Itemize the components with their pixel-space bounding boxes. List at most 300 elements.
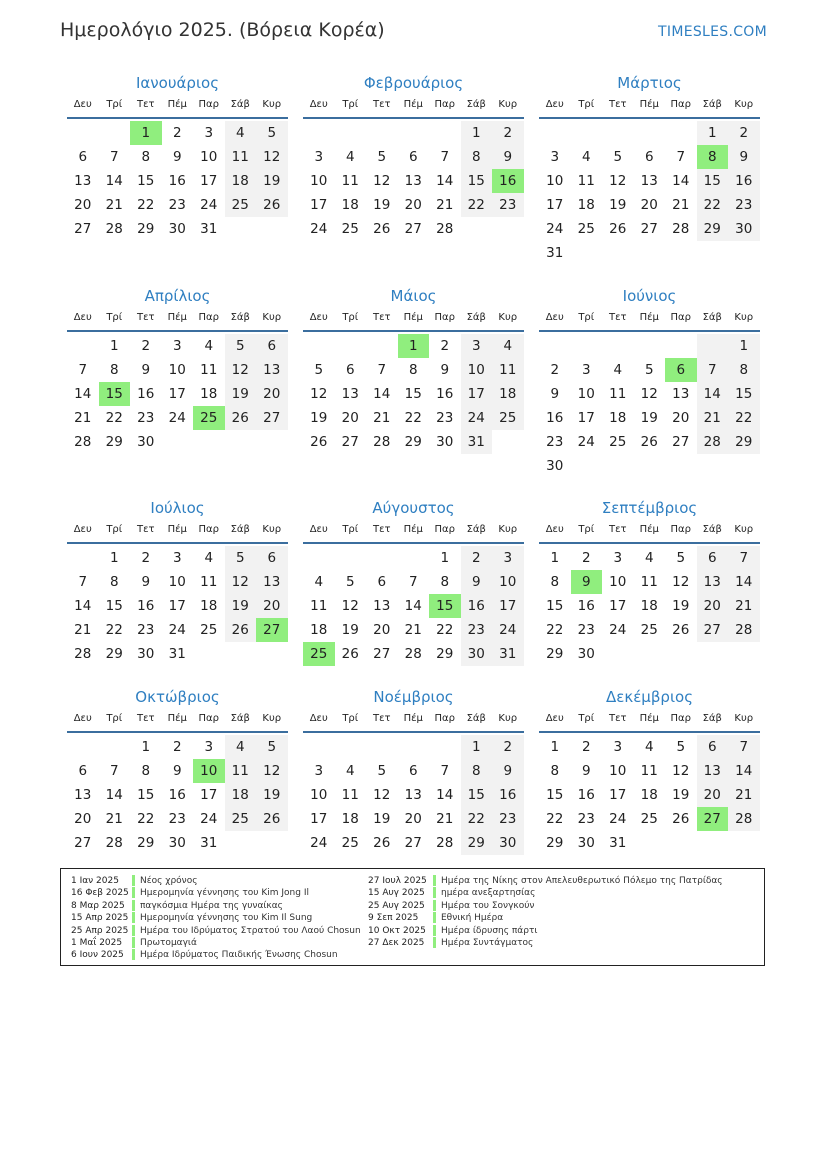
- day-cell: 13: [373, 598, 391, 614]
- empty-cell: [303, 121, 335, 145]
- day-cell: 26: [672, 811, 690, 827]
- day-cell: 3: [204, 739, 214, 755]
- day-cell: 23: [461, 618, 493, 642]
- weekday-label: Δευ: [73, 713, 92, 724]
- weekday-label: Τετ: [372, 99, 391, 110]
- empty-cell: [67, 121, 99, 145]
- day-cell: 4: [581, 149, 591, 165]
- day-cell: 24: [546, 221, 564, 237]
- day-cell: 1: [550, 550, 560, 566]
- day-cell: 2: [550, 362, 560, 378]
- day-cell: 29: [697, 217, 729, 241]
- day-cell: 23: [577, 811, 595, 827]
- day-cell: 12: [672, 574, 690, 590]
- day-cell: 25: [609, 434, 627, 450]
- legend-entry: [71, 887, 361, 899]
- day-cell: 18: [200, 598, 218, 614]
- day-cell: 11: [640, 763, 658, 779]
- day-cell: 27: [256, 618, 288, 642]
- day-cell: 6: [78, 149, 88, 165]
- day-cell: 30: [577, 835, 595, 851]
- legend-date: 25 Απρ 2025: [71, 925, 129, 936]
- day-cell: 9: [440, 362, 450, 378]
- weekday-header: [539, 711, 760, 733]
- day-cell: 20: [256, 594, 288, 618]
- weekday-label: Τετ: [608, 524, 627, 535]
- day-cell: 29: [137, 221, 155, 237]
- empty-cell: [99, 121, 131, 145]
- weekday-label: Παρ: [434, 713, 455, 724]
- day-cell: 5: [676, 550, 686, 566]
- day-cell: 16: [577, 598, 595, 614]
- empty-cell: [728, 454, 760, 478]
- legend-holiday-name: Ημέρα ίδρυσης πάρτι: [441, 925, 538, 936]
- empty-cell: [366, 334, 398, 358]
- day-cell: 27: [373, 646, 391, 662]
- day-cell: 30: [728, 217, 760, 241]
- day-cell: 18: [640, 787, 658, 803]
- empty-cell: [193, 430, 225, 454]
- day-cell: 14: [728, 759, 760, 783]
- weekday-label: Σάβ: [466, 713, 486, 724]
- day-grid: [67, 546, 288, 666]
- weekday-label: Κυρ: [498, 524, 518, 535]
- day-cell: 26: [373, 221, 391, 237]
- day-cell: 31: [546, 245, 564, 261]
- day-grid: [303, 334, 524, 454]
- day-cell: 28: [105, 835, 123, 851]
- day-cell: 22: [436, 622, 454, 638]
- day-cell: 19: [373, 197, 391, 213]
- day-cell: 11: [609, 386, 627, 402]
- day-cell: 5: [377, 763, 387, 779]
- month-block: [539, 686, 760, 855]
- weekday-label: Τετ: [608, 713, 627, 724]
- day-cell: 6: [665, 358, 697, 382]
- weekday-header: [67, 711, 288, 733]
- page-title: Ημερολόγιο 2025. (Βόρεια Κορέα): [60, 19, 385, 41]
- day-cell: 15: [461, 783, 493, 807]
- day-cell: 8: [461, 759, 493, 783]
- day-cell: 19: [341, 622, 359, 638]
- day-cell: 19: [256, 169, 288, 193]
- day-cell: 1: [130, 121, 162, 145]
- day-cell: 6: [345, 362, 355, 378]
- site-link[interactable]: TIMESLES.COM: [658, 24, 767, 40]
- legend-holiday-name: Εθνική Ημέρα: [441, 913, 504, 924]
- day-cell: 5: [225, 546, 257, 570]
- weekday-label: Παρ: [670, 713, 691, 724]
- day-cell: 29: [436, 646, 454, 662]
- day-cell: 1: [697, 121, 729, 145]
- weekday-header: [67, 310, 288, 332]
- empty-cell: [634, 334, 666, 358]
- legend-entry: [368, 912, 723, 924]
- day-cell: 28: [74, 434, 92, 450]
- weekday-label: Δευ: [545, 524, 564, 535]
- empty-cell: [697, 334, 729, 358]
- day-cell: 30: [137, 434, 155, 450]
- day-cell: 18: [310, 622, 328, 638]
- day-cell: 13: [341, 386, 359, 402]
- weekday-header: [303, 522, 524, 544]
- month-name: Ιούνιος: [622, 287, 677, 305]
- day-cell: 24: [310, 221, 328, 237]
- weekday-label: Πέμ: [167, 713, 187, 724]
- weekday-label: Παρ: [670, 524, 691, 535]
- weekday-label: Τετ: [608, 312, 627, 323]
- day-cell: 17: [200, 173, 218, 189]
- day-cell: 9: [461, 570, 493, 594]
- legend-marker: [132, 925, 135, 936]
- day-cell: 25: [225, 193, 257, 217]
- day-cell: 1: [109, 550, 119, 566]
- legend-marker: [433, 937, 436, 948]
- day-cell: 22: [461, 807, 493, 831]
- day-cell: 22: [105, 622, 123, 638]
- day-cell: 9: [141, 574, 151, 590]
- day-cell: 6: [408, 763, 418, 779]
- empty-cell: [335, 546, 367, 570]
- day-cell: 15: [728, 382, 760, 406]
- day-cell: 26: [672, 622, 690, 638]
- day-cell: 20: [74, 811, 92, 827]
- weekday-label: Τετ: [372, 312, 391, 323]
- day-cell: 9: [172, 763, 182, 779]
- day-cell: 23: [168, 811, 186, 827]
- empty-cell: [256, 642, 288, 666]
- empty-cell: [366, 121, 398, 145]
- weekday-label: Δευ: [309, 524, 328, 535]
- day-cell: 25: [193, 406, 225, 430]
- weekday-label: Πέμ: [403, 524, 423, 535]
- day-cell: 19: [225, 382, 257, 406]
- day-cell: 28: [436, 835, 454, 851]
- day-cell: 30: [168, 835, 186, 851]
- day-cell: 17: [492, 594, 524, 618]
- day-cell: 23: [436, 410, 454, 426]
- day-grid: [67, 121, 288, 241]
- day-cell: 8: [408, 362, 418, 378]
- day-cell: 7: [78, 574, 88, 590]
- weekday-label: Δευ: [73, 312, 92, 323]
- month-block: [539, 285, 760, 478]
- day-cell: 13: [404, 787, 422, 803]
- day-cell: 10: [310, 173, 328, 189]
- day-cell: 14: [373, 386, 391, 402]
- weekday-label: Δευ: [309, 99, 328, 110]
- day-cell: 31: [609, 835, 627, 851]
- day-cell: 10: [310, 787, 328, 803]
- empty-cell: [697, 831, 729, 855]
- day-cell: 23: [492, 807, 524, 831]
- day-cell: 1: [461, 121, 493, 145]
- day-cell: 22: [546, 622, 564, 638]
- day-cell: 5: [256, 121, 288, 145]
- weekday-label: Τρί: [342, 524, 359, 535]
- day-cell: 14: [728, 570, 760, 594]
- weekday-label: Δευ: [545, 99, 564, 110]
- weekday-label: Κυρ: [498, 713, 518, 724]
- legend-date: 10 Οκτ 2025: [368, 925, 426, 936]
- day-cell: 19: [672, 787, 690, 803]
- weekday-label: Πέμ: [403, 713, 423, 724]
- day-cell: 21: [697, 406, 729, 430]
- day-cell: 8: [550, 763, 560, 779]
- legend-entry: [368, 875, 723, 887]
- weekday-label: Παρ: [198, 713, 219, 724]
- legend-entry: [368, 937, 723, 949]
- day-cell: 29: [105, 434, 123, 450]
- day-cell: 1: [440, 550, 450, 566]
- day-cell: 21: [436, 811, 454, 827]
- empty-cell: [303, 334, 335, 358]
- day-cell: 3: [581, 362, 591, 378]
- day-cell: 26: [640, 434, 658, 450]
- day-cell: 29: [546, 646, 564, 662]
- weekday-label: Πέμ: [639, 713, 659, 724]
- day-cell: 4: [613, 362, 623, 378]
- weekday-label: Δευ: [73, 524, 92, 535]
- weekday-header: [539, 310, 760, 332]
- legend-entry: [368, 887, 723, 899]
- day-cell: 28: [105, 221, 123, 237]
- day-cell: 30: [577, 646, 595, 662]
- day-grid: [67, 334, 288, 454]
- weekday-label: Τετ: [136, 713, 155, 724]
- legend-marker: [433, 912, 436, 923]
- empty-cell: [539, 121, 571, 145]
- day-cell: 4: [644, 550, 654, 566]
- day-cell: 22: [728, 406, 760, 430]
- empty-cell: [256, 430, 288, 454]
- weekday-label: Κυρ: [262, 99, 282, 110]
- day-cell: 28: [728, 618, 760, 642]
- day-cell: 4: [204, 550, 214, 566]
- day-cell: 17: [310, 197, 328, 213]
- day-cell: 29: [546, 835, 564, 851]
- day-cell: 14: [105, 173, 123, 189]
- day-cell: 3: [314, 149, 324, 165]
- legend-date: 27 Δεκ 2025: [368, 937, 425, 948]
- day-grid: [303, 546, 524, 666]
- day-cell: 23: [577, 622, 595, 638]
- empty-cell: [634, 241, 666, 265]
- weekday-label: Τετ: [136, 312, 155, 323]
- day-cell: 12: [640, 386, 658, 402]
- day-cell: 3: [492, 546, 524, 570]
- empty-cell: [602, 642, 634, 666]
- day-cell: 7: [78, 362, 88, 378]
- day-cell: 15: [546, 598, 564, 614]
- day-cell: 21: [672, 197, 690, 213]
- day-cell: 27: [256, 406, 288, 430]
- day-cell: 31: [168, 646, 186, 662]
- day-cell: 20: [697, 594, 729, 618]
- day-cell: 22: [546, 811, 564, 827]
- day-cell: 31: [461, 430, 493, 454]
- legend-holiday-name: Νέος χρόνος: [140, 876, 198, 886]
- day-cell: 6: [697, 735, 729, 759]
- legend-marker: [433, 875, 436, 886]
- empty-cell: [665, 454, 697, 478]
- day-cell: 16: [436, 386, 454, 402]
- day-cell: 17: [577, 410, 595, 426]
- weekday-label: Σάβ: [702, 713, 722, 724]
- day-cell: 29: [137, 835, 155, 851]
- day-cell: 19: [640, 410, 658, 426]
- legend-entry: [71, 937, 361, 949]
- month-block: [67, 72, 288, 241]
- day-cell: 15: [461, 169, 493, 193]
- day-cell: 11: [341, 173, 359, 189]
- weekday-label: Τρί: [106, 99, 123, 110]
- day-grid: [303, 735, 524, 855]
- weekday-label: Τετ: [372, 713, 391, 724]
- weekday-label: Κυρ: [498, 99, 518, 110]
- day-cell: 26: [609, 221, 627, 237]
- day-cell: 9: [581, 763, 591, 779]
- weekday-label: Πέμ: [403, 312, 423, 323]
- day-cell: 26: [256, 807, 288, 831]
- day-cell: 25: [303, 642, 335, 666]
- day-cell: 15: [137, 173, 155, 189]
- empty-cell: [303, 735, 335, 759]
- day-cell: 14: [436, 173, 454, 189]
- day-cell: 26: [373, 835, 391, 851]
- day-cell: 25: [640, 811, 658, 827]
- day-cell: 20: [640, 197, 658, 213]
- weekday-label: Παρ: [198, 312, 219, 323]
- day-cell: 13: [256, 358, 288, 382]
- legend-holiday-name: Ημέρα του Σονγκούν: [441, 900, 535, 911]
- legend-date: 16 Φεβ 2025: [71, 888, 129, 899]
- weekday-label: Κυρ: [262, 713, 282, 724]
- day-cell: 7: [728, 546, 760, 570]
- weekday-label: Σάβ: [466, 524, 486, 535]
- day-cell: 18: [225, 169, 257, 193]
- day-cell: 5: [345, 574, 355, 590]
- legend-column-left: [71, 875, 361, 962]
- day-cell: 15: [546, 787, 564, 803]
- day-cell: 21: [373, 410, 391, 426]
- empty-cell: [602, 334, 634, 358]
- empty-cell: [665, 241, 697, 265]
- day-cell: 27: [697, 618, 729, 642]
- month-name: Ιούλιος: [150, 499, 205, 517]
- day-grid: [539, 121, 760, 265]
- day-cell: 20: [672, 410, 690, 426]
- day-cell: 8: [141, 763, 151, 779]
- day-cell: 19: [672, 598, 690, 614]
- day-cell: 12: [373, 787, 391, 803]
- day-cell: 24: [200, 811, 218, 827]
- day-cell: 17: [310, 811, 328, 827]
- day-cell: 6: [408, 149, 418, 165]
- day-cell: 18: [341, 197, 359, 213]
- day-cell: 13: [74, 173, 92, 189]
- day-cell: 28: [672, 221, 690, 237]
- day-cell: 11: [200, 574, 218, 590]
- empty-cell: [366, 735, 398, 759]
- day-cell: 19: [609, 197, 627, 213]
- day-cell: 13: [74, 787, 92, 803]
- day-cell: 21: [74, 410, 92, 426]
- weekday-label: Σάβ: [230, 713, 250, 724]
- day-cell: 14: [672, 173, 690, 189]
- day-cell: 6: [78, 763, 88, 779]
- weekday-label: Κυρ: [498, 312, 518, 323]
- legend-entry: [71, 900, 361, 912]
- legend-holiday-name: Ημέρα της Νίκης στον Απελευθερωτικό Πόλεμο της Πατρίδας: [441, 876, 723, 886]
- day-cell: 9: [492, 145, 524, 169]
- legend-column-right: [368, 875, 723, 949]
- day-cell: 4: [492, 334, 524, 358]
- day-cell: 12: [225, 570, 257, 594]
- day-cell: 7: [408, 574, 418, 590]
- weekday-label: Τετ: [136, 99, 155, 110]
- day-cell: 4: [204, 338, 214, 354]
- day-cell: 24: [200, 197, 218, 213]
- day-grid: [303, 121, 524, 241]
- day-cell: 16: [577, 787, 595, 803]
- empty-cell: [461, 217, 493, 241]
- day-cell: 6: [644, 149, 654, 165]
- day-cell: 30: [461, 642, 493, 666]
- day-cell: 2: [141, 338, 151, 354]
- empty-cell: [665, 121, 697, 145]
- day-grid: [539, 735, 760, 855]
- day-cell: 30: [436, 434, 454, 450]
- weekday-label: Δευ: [309, 312, 328, 323]
- day-cell: 18: [200, 386, 218, 402]
- legend-holiday-name: Ημέρα του Ιδρύματος Στρατού του Λαού Chosun: [140, 925, 361, 936]
- day-cell: 4: [225, 121, 257, 145]
- empty-cell: [697, 454, 729, 478]
- day-cell: 19: [256, 783, 288, 807]
- day-cell: 1: [728, 334, 760, 358]
- empty-cell: [429, 121, 461, 145]
- day-cell: 17: [168, 386, 186, 402]
- weekday-label: Σάβ: [702, 524, 722, 535]
- day-cell: 19: [373, 811, 391, 827]
- day-cell: 17: [168, 598, 186, 614]
- day-cell: 28: [436, 221, 454, 237]
- day-cell: 9: [571, 570, 603, 594]
- day-cell: 18: [492, 382, 524, 406]
- day-cell: 7: [377, 362, 387, 378]
- day-cell: 23: [492, 193, 524, 217]
- weekday-label: Τρί: [342, 713, 359, 724]
- day-cell: 29: [461, 831, 493, 855]
- day-cell: 25: [225, 807, 257, 831]
- day-cell: 8: [141, 149, 151, 165]
- day-cell: 24: [609, 622, 627, 638]
- day-cell: 2: [440, 338, 450, 354]
- day-cell: 1: [141, 739, 151, 755]
- month-name: Σεπτέμβριος: [601, 499, 698, 517]
- day-cell: 25: [577, 221, 595, 237]
- day-cell: 10: [200, 149, 218, 165]
- day-cell: 26: [256, 193, 288, 217]
- weekday-header: [539, 97, 760, 119]
- empty-cell: [634, 121, 666, 145]
- day-cell: 17: [461, 382, 493, 406]
- day-cell: 23: [137, 622, 155, 638]
- weekday-label: Δευ: [545, 713, 564, 724]
- day-cell: 13: [697, 570, 729, 594]
- day-cell: 5: [613, 149, 623, 165]
